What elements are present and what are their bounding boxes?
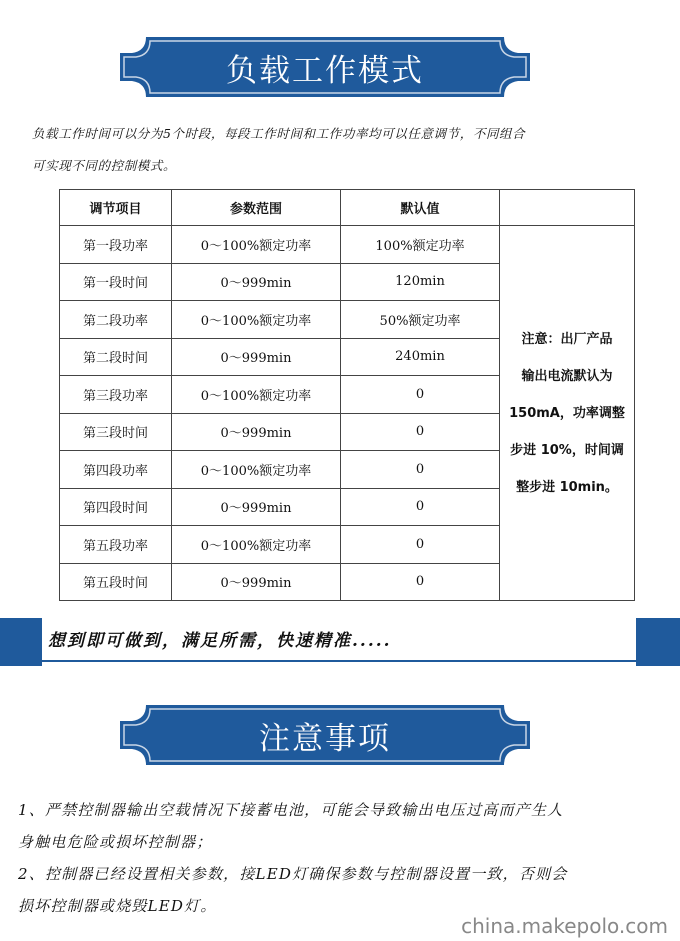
table-cell-range: 0～100%额定功率 (172, 376, 341, 414)
table-row (60, 226, 635, 264)
section-banner-notes (118, 703, 532, 767)
parameter-table (59, 189, 635, 601)
table-cell-range: 0～999min (172, 488, 341, 526)
table-cell-default: 0 (341, 451, 500, 489)
table-header: 参数范围 (172, 190, 341, 226)
table-cell-item: 第五段时间 (60, 563, 172, 601)
intro-paragraph (32, 118, 652, 182)
table-note-cell (500, 226, 635, 601)
watermark: china.makepolo.com (461, 914, 668, 938)
table-cell-item: 第一段功率 (60, 226, 172, 264)
intro-line: 负载工作时间可以分为5个时段，每段工作时间和工作功率均可以任意调节，不同组合 (32, 126, 526, 141)
table-cell-default: 0 (341, 526, 500, 564)
note-line: 步进 10%，时间调 (510, 442, 624, 458)
table-cell-range: 0～999min (172, 413, 341, 451)
table-cell-range: 0～999min (172, 263, 341, 301)
section-title: 负载工作模式 (226, 52, 424, 89)
note-line: 注意：出厂产品 (521, 331, 613, 347)
table-cell-item: 第四段功率 (60, 451, 172, 489)
table-cell-default: 50%额定功率 (341, 301, 500, 339)
table-cell-item: 第二段功率 (60, 301, 172, 339)
notes-list (18, 794, 668, 922)
table-header: 默认值 (341, 190, 500, 226)
table-cell-item: 第一段时间 (60, 263, 172, 301)
table-cell-item: 第二段时间 (60, 338, 172, 376)
table-cell-range: 0～100%额定功率 (172, 526, 341, 564)
table-cell-range: 0～100%额定功率 (172, 301, 341, 339)
table-cell-default: 0 (341, 488, 500, 526)
note-line: 1、严禁控制器输出空载情况下接蓄电池，可能会导致输出电压过高而产生人 (18, 801, 564, 819)
table-cell-range: 0～999min (172, 563, 341, 601)
table-cell-item: 第三段时间 (60, 413, 172, 451)
table-cell-item: 第三段功率 (60, 376, 172, 414)
note-line: 损坏控制器或烧毁LED灯。 (18, 897, 217, 915)
table-cell-range: 0～999min (172, 338, 341, 376)
table-cell-default: 100%额定功率 (341, 226, 500, 264)
table-cell-default: 0 (341, 563, 500, 601)
table-note-header (500, 190, 635, 226)
slogan-underline (0, 660, 680, 662)
table-header-row (60, 190, 635, 226)
slogan-text: 想到即可做到，满足所需，快速精准..... (48, 631, 392, 651)
table-cell-range: 0～100%额定功率 (172, 451, 341, 489)
table-cell-range: 0～100%额定功率 (172, 226, 341, 264)
note-line: 整步进 10min。 (516, 479, 618, 495)
intro-line: 可实现不同的控制模式。 (32, 158, 177, 173)
section-banner-load-mode (118, 35, 532, 99)
table-cell-default: 120min (341, 263, 500, 301)
table-cell-default: 0 (341, 376, 500, 414)
note-line: 输出电流默认为 (521, 368, 613, 384)
section-title: 注意事项 (259, 720, 391, 757)
table-cell-default: 0 (341, 413, 500, 451)
note-line: 2、控制器已经设置相关参数，接LED灯确保参数与控制器设置一致，否则会 (18, 865, 568, 883)
slogan-right-block (636, 618, 680, 666)
note-line: 150mA，功率调整 (509, 405, 625, 421)
table-cell-item: 第五段功率 (60, 526, 172, 564)
note-line: 身触电危险或损坏控制器； (18, 833, 213, 851)
table-cell-default: 240min (341, 338, 500, 376)
table-header: 调节项目 (60, 190, 172, 226)
table-cell-item: 第四段时间 (60, 488, 172, 526)
slogan-left-block (0, 618, 42, 666)
